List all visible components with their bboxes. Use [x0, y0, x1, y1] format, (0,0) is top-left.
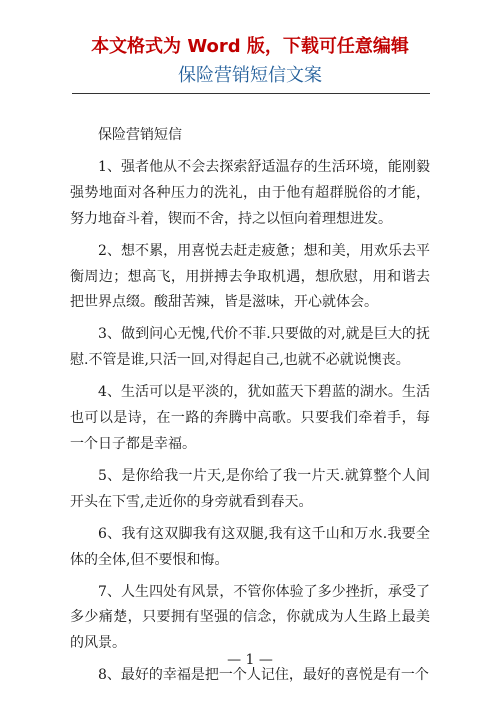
- document-body: [70, 123, 430, 689]
- paragraph-3: 3、做到问心无愧,代价不菲.只要做的对,就是巨大的抚慰.不管是谁,只活一回,对得起自己,也就不必就说懊丧。: [70, 326, 430, 369]
- paragraph-8: 8、最好的幸福是把一个人记住，最好的喜悦是有一个: [98, 667, 429, 684]
- paragraph-4: 4、生活可以是平淡的，犹如蓝天下碧蓝的湖水。生活也可以是诗，在一路的奔腾中高歌。只要我们牵着手，每一个日子都是幸福。: [70, 384, 430, 452]
- paragraph-7: 7、人生四处有风景，不管你体验了多少挫折，承受了多少痛楚，只要拥有坚强的信念，你就成为人生路上最美的风景。: [70, 583, 430, 652]
- document-title: 保险营销短信文案: [178, 65, 322, 86]
- page-number: — 1 —: [227, 652, 273, 668]
- section-subtitle: 保险营销短信: [98, 127, 182, 143]
- paragraph-1: 1、强者他从不会去探索舒适温存的生活环境，能刚毅强势地面对各种压力的洗礼，由于他有超群脱俗的才能，努力地奋斗着，锲而不舍，持之以恒向着理想进发。: [70, 159, 430, 227]
- format-banner: 本文格式为 Word 版，下载可任意编辑: [91, 36, 409, 57]
- paragraph-6: 6、我有这双脚我有这双腿,我有这千山和万水.我要全体的全体,但不要恨和悔。: [70, 525, 430, 568]
- paragraph-5: 5、是你给我一片天,是你给了我一片天.就算整个人间开头在下雪,走近你的身旁就看到春天。: [70, 467, 430, 510]
- title-divider: [72, 93, 430, 94]
- paragraph-2: 2、想不累，用喜悦去赶走疲惫；想和美，用欢乐去平衡周边；想高飞，用拼搏去争取机遇，想欣慰，用和谐去把世界点缀。酸甜苦辣，皆是滋味，开心就体会。: [70, 242, 430, 311]
